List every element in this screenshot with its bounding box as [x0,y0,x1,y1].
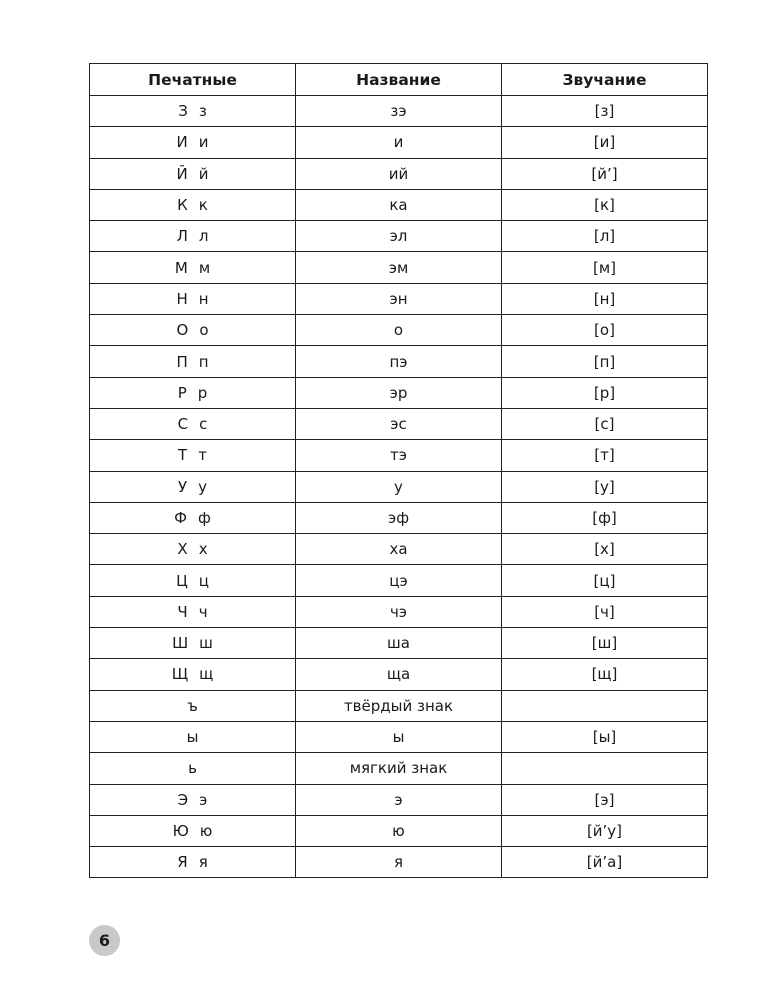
cell-sound: [й’] [502,158,708,189]
cell-print [90,721,296,752]
table-row [90,189,708,220]
letter-lower: и [198,133,209,152]
letter-upper: М [174,258,188,277]
table-row [90,721,708,752]
cell-print [90,471,296,502]
letter-upper: Р [177,383,187,402]
table-row [90,158,708,189]
cell-name: о [296,315,502,346]
cell-sound: [ц] [502,565,708,596]
cell-name: эф [296,502,502,533]
table-body [90,96,708,878]
cell-print [90,753,296,784]
letter-upper: Л [176,227,188,246]
letter-upper: П [176,352,188,371]
letter-upper: К [177,196,188,215]
header-name: Название [296,64,502,96]
table-row [90,315,708,346]
cell-name: ы [296,721,502,752]
letter-lower: ц [198,571,209,590]
table-row [90,565,708,596]
cell-name: чэ [296,596,502,627]
table-row [90,815,708,846]
cell-sound: [ы] [502,721,708,752]
cell-print [90,96,296,127]
cell-name: эм [296,252,502,283]
cell-name: э [296,784,502,815]
cell-print [90,158,296,189]
cell-name: ю [296,815,502,846]
cell-sound: [ш] [502,628,708,659]
cell-print [90,315,296,346]
letter-lower: х [198,540,208,559]
cell-sound: [й’а] [502,847,708,878]
letter-lower: ч [198,602,208,621]
cell-print [90,127,296,158]
cell-sound: [л] [502,221,708,252]
cell-print [90,440,296,471]
cell-sound: [м] [502,252,708,283]
letter-lower: т [198,446,207,465]
cell-name: мягкий знак [296,753,502,784]
table-row [90,346,708,377]
header-sound: Звучание [502,64,708,96]
cell-print [90,628,296,659]
letter-upper: Щ [171,665,189,684]
letter-upper: И [176,133,188,152]
letter-upper: Ф [174,509,188,527]
cell-sound: [п] [502,346,708,377]
table-row [90,534,708,565]
cell-name: эн [296,283,502,314]
cell-print [90,815,296,846]
cell-name: эс [296,408,502,439]
cell-print [90,346,296,377]
cell-name: у [296,471,502,502]
letter-lower: ш [199,634,213,653]
cell-name: зэ [296,96,502,127]
page-number: 6 [89,925,120,956]
letter-lower: ь [188,759,197,778]
letter-lower: к [198,196,208,215]
letter-lower: щ [199,665,214,684]
cell-print [90,408,296,439]
cell-sound: [щ] [502,659,708,690]
table-row [90,659,708,690]
cell-print [90,502,296,533]
table-row [90,502,708,533]
letter-upper: Й [176,164,188,183]
table-row [90,596,708,627]
table-row [90,127,708,158]
table-row [90,96,708,127]
cell-sound: [с] [502,408,708,439]
letter-lower: с [199,415,208,434]
letter-upper: У [177,477,188,496]
letter-upper: Ю [172,821,189,840]
cell-print [90,252,296,283]
cell-name: и [296,127,502,158]
table-row [90,440,708,471]
letter-lower: у [198,477,208,496]
table-row [90,784,708,815]
table-row [90,408,708,439]
cell-print [90,659,296,690]
cell-sound: [р] [502,377,708,408]
cell-sound: [э] [502,784,708,815]
cell-sound: [х] [502,534,708,565]
letter-upper: Я [177,853,188,872]
cell-print [90,565,296,596]
cell-sound: [о] [502,315,708,346]
cell-sound [502,753,708,784]
cell-sound: [ч] [502,596,708,627]
cell-sound: [и] [502,127,708,158]
table-row [90,690,708,721]
table-row [90,283,708,314]
cell-name: ха [296,534,502,565]
cell-sound [502,690,708,721]
cell-sound: [т] [502,440,708,471]
cell-print [90,377,296,408]
cell-name: цэ [296,565,502,596]
letter-lower: л [198,227,209,246]
cell-name: ий [296,158,502,189]
cell-print [90,847,296,878]
table-row [90,377,708,408]
alphabet-table [89,63,708,878]
letter-upper: Ч [177,602,188,621]
cell-sound: [у] [502,471,708,502]
table-row [90,847,708,878]
letter-lower: п [198,352,209,371]
cell-print [90,784,296,815]
letter-lower: н [198,289,209,308]
letter-upper: З [178,102,188,121]
cell-name: ша [296,628,502,659]
letter-lower: о [199,321,209,340]
cell-name: ща [296,659,502,690]
letter-upper: С [177,415,189,434]
cell-sound: [н] [502,283,708,314]
header-print: Печатные [90,64,296,96]
cell-print [90,221,296,252]
letter-lower: р [197,383,208,402]
cell-print [90,189,296,220]
cell-print [90,596,296,627]
letter-lower: ф [198,509,211,527]
cell-print [90,534,296,565]
cell-name: эл [296,221,502,252]
letter-lower: ъ [187,696,198,715]
letter-lower: з [198,102,207,121]
table-row [90,628,708,659]
cell-print [90,690,296,721]
letter-upper: Э [177,790,189,809]
cell-name: пэ [296,346,502,377]
letter-upper: Ш [172,634,189,653]
letter-upper: О [176,321,189,340]
cell-sound: [з] [502,96,708,127]
letter-upper: Н [176,289,188,308]
cell-name: тэ [296,440,502,471]
cell-name: твёрдый знак [296,690,502,721]
table-row [90,753,708,784]
table-header-row [90,64,708,96]
table-row [90,471,708,502]
letter-lower: я [198,853,208,872]
letter-lower: м [198,258,211,277]
table-row [90,221,708,252]
letter-lower: э [199,790,208,809]
letter-lower: ю [199,821,213,840]
cell-name: ка [296,189,502,220]
cell-sound: [к] [502,189,708,220]
table-row [90,252,708,283]
cell-name: я [296,847,502,878]
letter-upper: Ц [176,571,188,590]
letter-upper: Т [178,446,188,465]
letter-lower: й [198,164,209,183]
letter-lower: ы [186,728,199,747]
letter-upper: Х [177,540,188,559]
cell-sound: [й’у] [502,815,708,846]
cell-name: эр [296,377,502,408]
cell-print [90,283,296,314]
cell-sound: [ф] [502,502,708,533]
